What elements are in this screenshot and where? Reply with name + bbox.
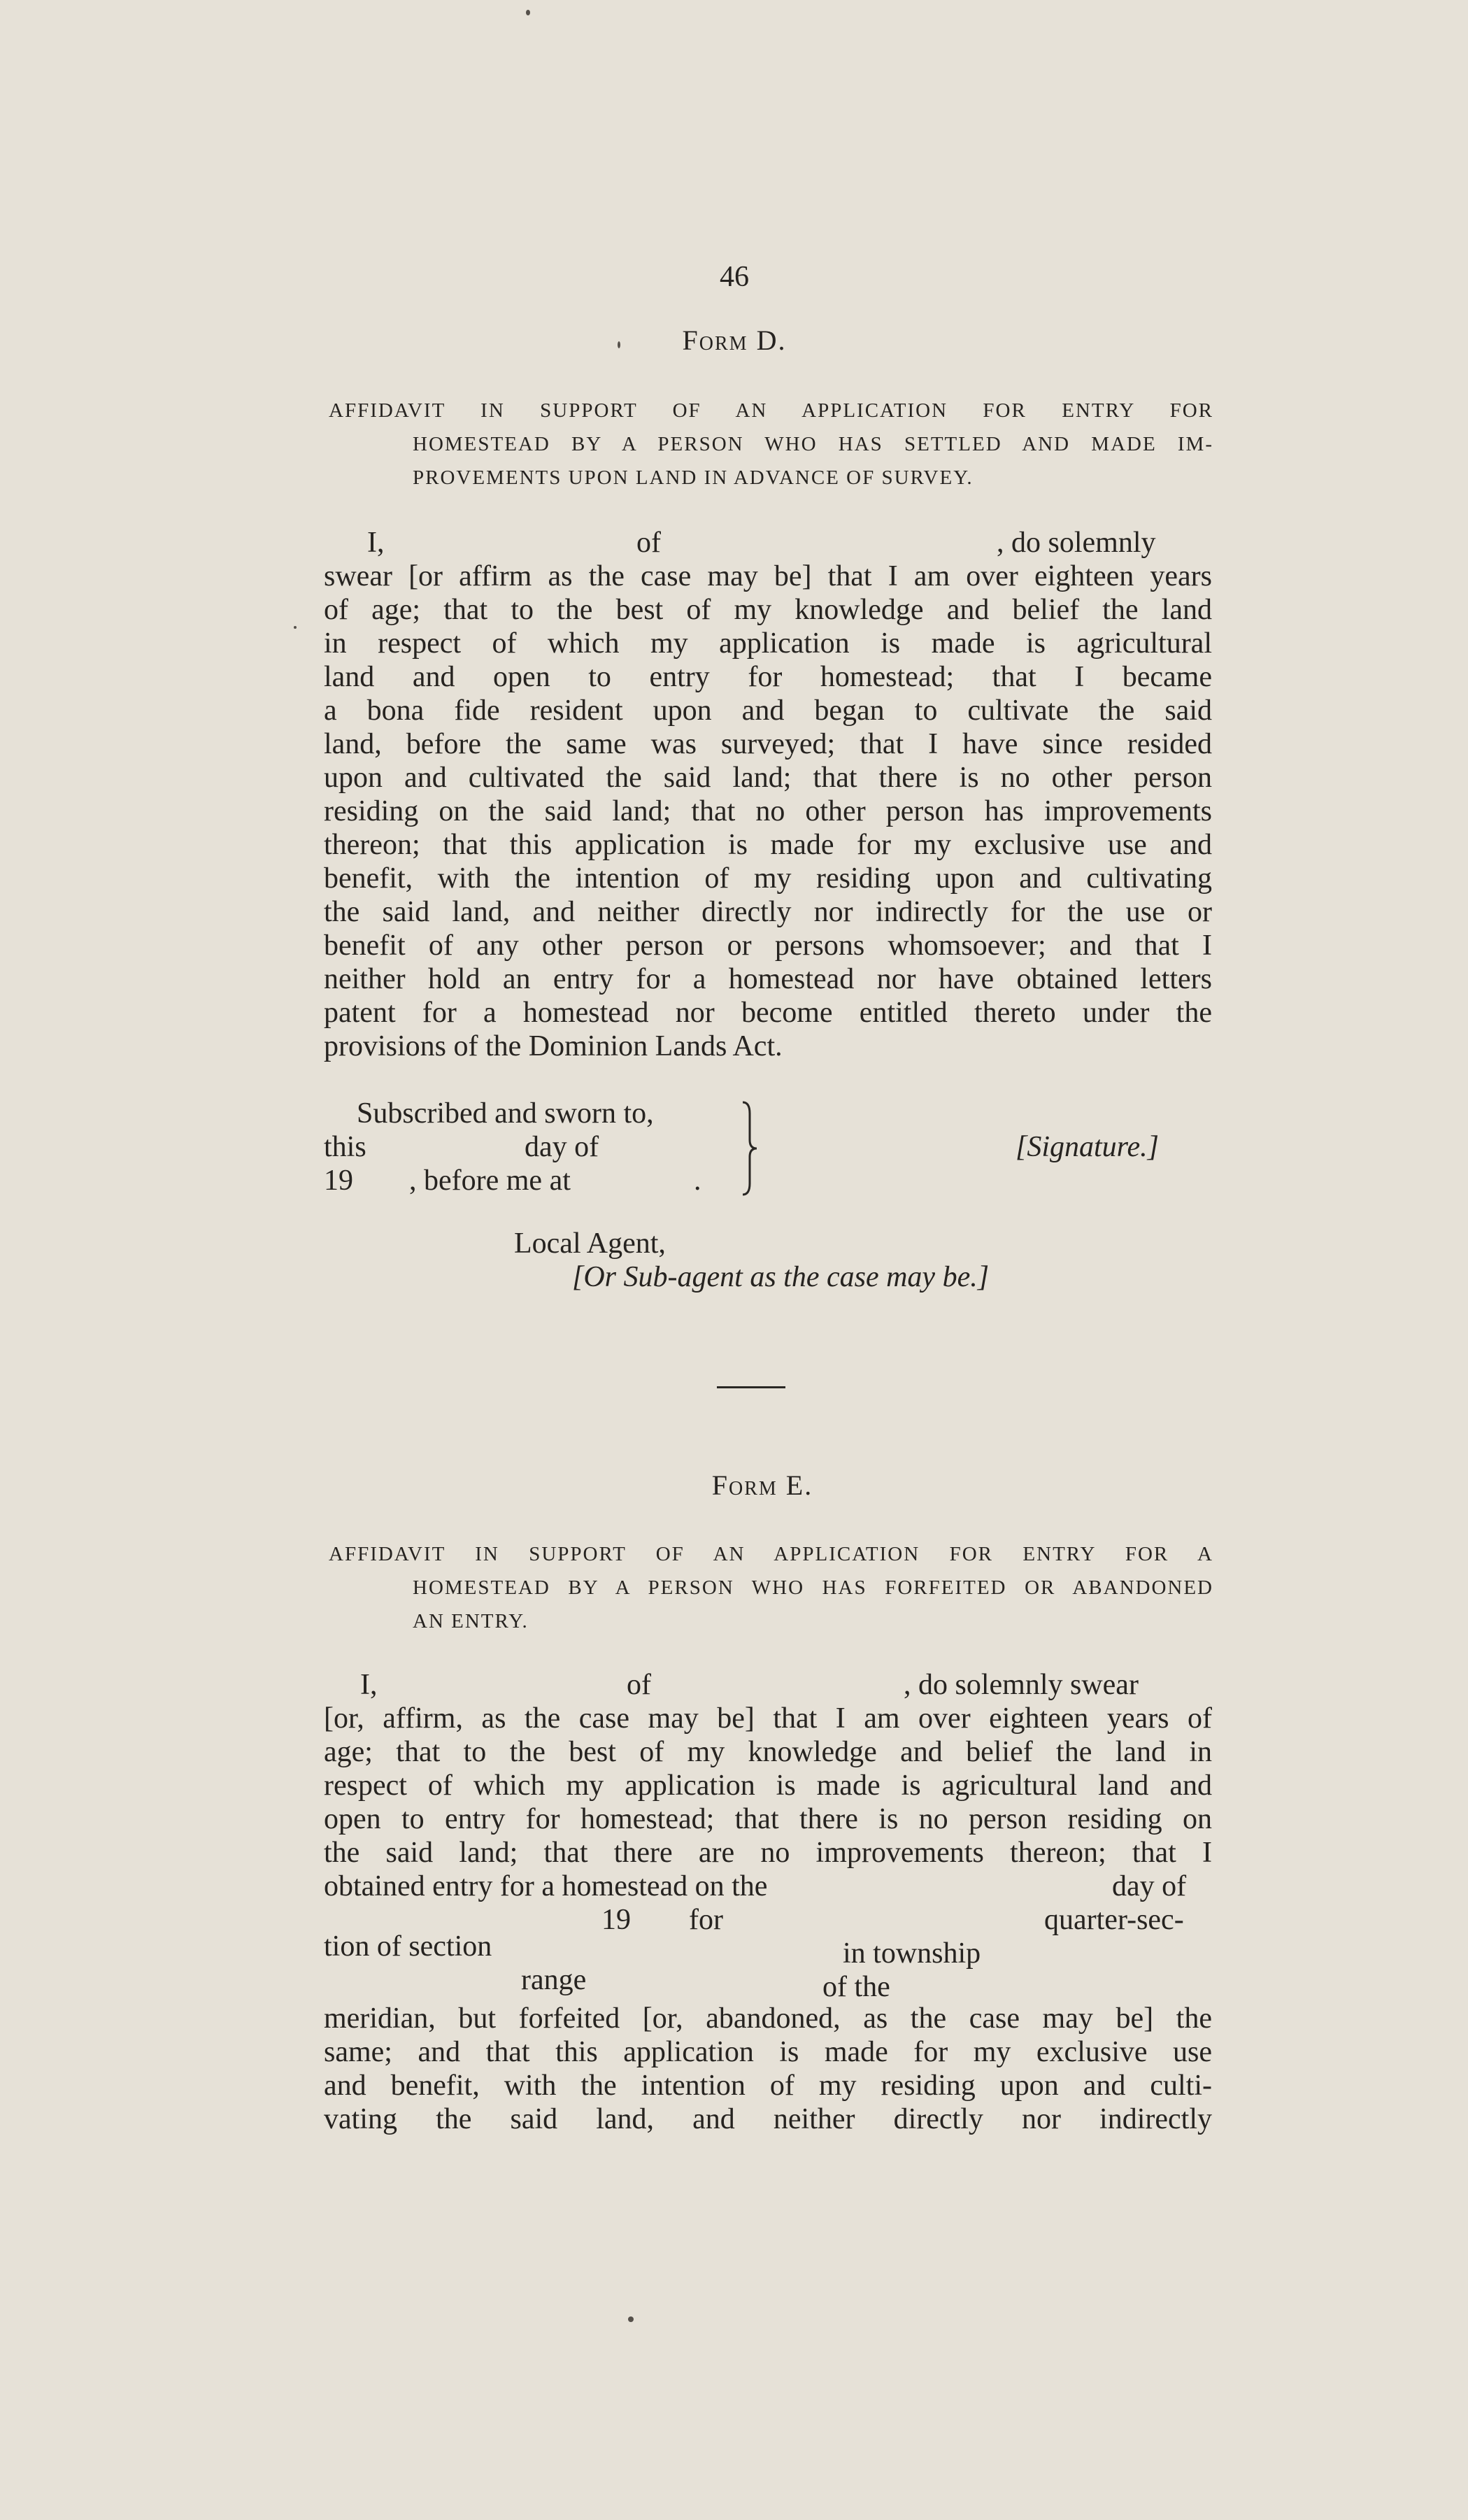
form-e-line-4: open to entry for homestead; that there is no person residing on (324, 1803, 1212, 1835)
form-d-heading-line-3: PROVEMENTS UPON LAND IN ADVANCE OF SURVEY. (413, 467, 974, 489)
form-e-title-text: Form E. (711, 1469, 813, 1501)
form-e-for: for (689, 1904, 723, 1936)
paper-speck (628, 2316, 634, 2322)
form-d-body (324, 560, 1212, 1063)
jurat-brace-icon (740, 1099, 760, 1197)
form-e-body-b (324, 2002, 1212, 2136)
form-e-heading-line-2: HOMESTEAD BY A PERSON WHO HAS FORFEITED OR ABANDONED (413, 1576, 1213, 1599)
jurat-day-of: day of (525, 1131, 599, 1163)
form-d-line-7: upon and cultivated the said land; that there is no other person (324, 762, 1212, 794)
form-d-line-11: the said land, and neither directly nor indirectly for the use or (324, 896, 1212, 928)
form-d-intro-swear: , do solemnly (997, 527, 1156, 559)
local-agent: Local Agent, (514, 1227, 666, 1260)
sub-agent: [Or Sub-agent as the case may be.] (572, 1261, 990, 1293)
form-d-title-text: Form D. (682, 325, 787, 356)
form-d-line-6: land, before the same was surveyed; that I have since resided (324, 728, 1212, 760)
form-d-line-2: of age; that to the best of my knowledge and belief the land (324, 594, 1212, 626)
form-e-intro-i: I, (360, 1669, 378, 1701)
form-d-line-4: land and open to entry for homestead; that I became (324, 661, 1212, 693)
form-e-day-of: day of (1112, 1870, 1187, 1902)
form-e-body-a (324, 1702, 1212, 1870)
jurat-19: 19 (324, 1165, 353, 1197)
form-e-heading-line-3: AN ENTRY. (413, 1610, 529, 1632)
jurat-before-me: , before me at (409, 1165, 571, 1197)
page-number: 46 (720, 261, 749, 293)
signature-label: [Signature.] (1016, 1131, 1159, 1163)
paper-speck (618, 341, 620, 348)
form-d-intro-of: of (636, 527, 661, 559)
jurat-this: this (324, 1131, 366, 1163)
form-d-heading-line-2: HOMESTEAD BY A PERSON WHO HAS SETTLED AND MADE IM- (413, 433, 1213, 455)
form-e-line-8: and benefit, with the intention of my residing upon and culti- (324, 2070, 1212, 2102)
form-d-line-13: neither hold an entry for a homestead nor have obtained letters (324, 963, 1212, 995)
form-e-line-2: age; that to the best of my knowledge and belief the land in (324, 1736, 1212, 1768)
jurat-dot: . (694, 1165, 701, 1197)
section-divider (717, 1386, 785, 1388)
paper-speck (526, 10, 530, 15)
form-d-title (683, 324, 787, 357)
form-d-intro-i: I, (367, 527, 385, 559)
paper-speck (294, 626, 297, 629)
form-e-line-5: the said land; that there are no improvements thereon; that I (324, 1837, 1212, 1869)
form-d-heading (329, 394, 1213, 494)
jurat-line-1: Subscribed and sworn to, (357, 1097, 654, 1130)
form-e-quarter-sec: quarter-sec- (1044, 1904, 1184, 1936)
form-e-heading (329, 1537, 1213, 1638)
form-d-line-10: benefit, with the intention of my residing upon and cultivating (324, 862, 1212, 895)
form-d-line-12: benefit of any other person or persons whomsoever; and that I (324, 930, 1212, 962)
form-e-line-7: same; and that this application is made for my exclusive use (324, 2036, 1212, 2068)
form-d-heading-line-1: AFFIDAVIT IN SUPPORT OF AN APPLICATION FOR ENTRY FOR (329, 399, 1213, 422)
form-e-range: range (521, 1964, 587, 1996)
form-e-line-3: respect of which my application is made is agricultural land and (324, 1770, 1212, 1802)
form-e-line-6: meridian, but forfeited [or, abandoned, as the case may be] the (324, 2002, 1212, 2035)
form-d-line-1: swear [or affirm as the case may be] that I am over eighteen years (324, 560, 1212, 592)
form-e-title (712, 1469, 813, 1502)
form-d-line-9: thereon; that this application is made for my exclusive use and (324, 829, 1212, 861)
form-e-in-township: in township (843, 1937, 981, 1970)
form-d-line-3: in respect of which my application is made is agricultural (324, 627, 1212, 660)
form-e-19: 19 (601, 1904, 631, 1936)
form-d-line-8: residing on the said land; that no other person has improvements (324, 795, 1212, 827)
form-d-line-5: a bona fide resident upon and began to cultivate the said (324, 695, 1212, 727)
form-e-obtained: obtained entry for a homestead on the (324, 1870, 768, 1902)
form-e-of-the: of the (822, 1971, 890, 2003)
form-d-line-15: provisions of the Dominion Lands Act. (324, 1030, 783, 1062)
form-e-intro-of: of (627, 1669, 651, 1701)
form-d-line-14: patent for a homestead nor become entitled thereto under the (324, 997, 1212, 1029)
form-e-heading-line-1: AFFIDAVIT IN SUPPORT OF AN APPLICATION FOR ENTRY FOR A (329, 1543, 1213, 1565)
form-e-line-9: vating the said land, and neither directly nor indirectly (324, 2103, 1212, 2135)
form-e-tion-of-section: tion of section (324, 1930, 492, 1963)
form-e-line-1: [or, affirm, as the case may be] that I am over eighteen years of (324, 1702, 1212, 1735)
form-e-intro-swear: , do solemnly swear (904, 1669, 1139, 1701)
